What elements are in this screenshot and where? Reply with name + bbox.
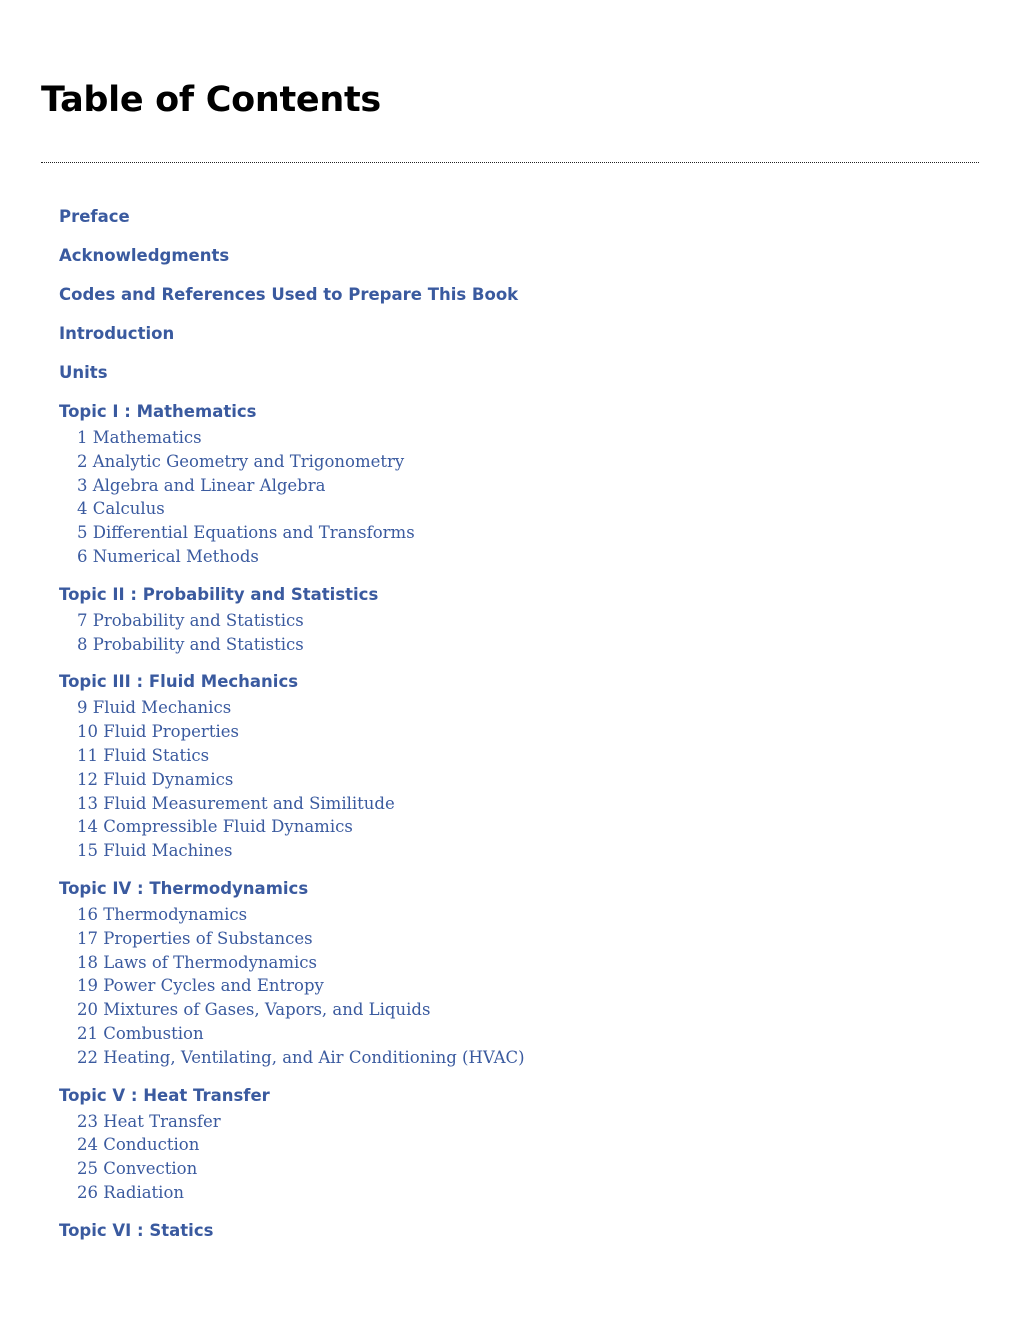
chapter-link[interactable]: 23 Heat Transfer: [77, 1111, 221, 1131]
toc-entry: [59, 398, 959, 569]
chapter-item: [77, 1022, 959, 1046]
chapter-item: [77, 609, 959, 633]
chapter-item: [77, 744, 959, 768]
toc-section-link[interactable]: Topic V : Heat Transfer: [59, 1085, 270, 1105]
chapter-item: [77, 974, 959, 998]
chapter-list: [77, 903, 959, 1070]
chapter-link[interactable]: 3 Algebra and Linear Algebra: [77, 475, 326, 495]
toc-section-link[interactable]: Topic VI : Statics: [59, 1220, 214, 1240]
chapter-link[interactable]: 7 Probability and Statistics: [77, 610, 304, 630]
toc-entry: [59, 668, 959, 863]
title-divider: [41, 162, 979, 163]
chapter-list: [77, 1110, 959, 1205]
chapter-item: [77, 1110, 959, 1134]
toc-section-link[interactable]: Units: [59, 363, 108, 382]
chapter-item: [77, 1133, 959, 1157]
chapter-item: [77, 426, 959, 450]
chapter-item: [77, 839, 959, 863]
toc-section-link[interactable]: Topic I : Mathematics: [59, 402, 257, 421]
toc-section-link[interactable]: Topic II : Probability and Statistics: [59, 584, 379, 604]
chapter-list: [77, 609, 959, 657]
chapter-link[interactable]: 14 Compressible Fluid Dynamics: [77, 817, 353, 837]
toc-entry: [59, 581, 959, 657]
toc-entry: [59, 320, 959, 347]
chapter-link[interactable]: 12 Fluid Dynamics: [77, 769, 234, 789]
chapter-link[interactable]: 22 Heating, Ventilating, and Air Conditioning (HVAC): [77, 1047, 525, 1067]
chapter-item: [77, 450, 959, 474]
chapter-link[interactable]: 11 Fluid Statics: [77, 745, 210, 765]
toc-section-link[interactable]: Preface: [59, 207, 130, 226]
chapter-link[interactable]: 15 Fluid Machines: [77, 841, 233, 861]
chapter-link[interactable]: 6 Numerical Methods: [77, 546, 259, 566]
toc-section-link[interactable]: Introduction: [59, 324, 175, 343]
table-of-contents: [59, 203, 959, 1256]
chapter-item: [77, 768, 959, 792]
toc-section-link[interactable]: Acknowledgments: [59, 246, 230, 265]
chapter-item: [77, 998, 959, 1022]
toc-entry: [59, 281, 959, 308]
toc-entry: [59, 1082, 959, 1205]
chapter-item: [77, 1181, 959, 1205]
chapter-link[interactable]: 25 Convection: [77, 1159, 198, 1179]
chapter-link[interactable]: 19 Power Cycles and Entropy: [77, 976, 324, 996]
chapter-link[interactable]: 9 Fluid Mechanics: [77, 698, 232, 718]
chapter-item: [77, 792, 959, 816]
toc-section-link[interactable]: Codes and References Used to Prepare This Book: [59, 285, 519, 304]
toc-entry: [59, 1217, 959, 1244]
chapter-link[interactable]: 8 Probability and Statistics: [77, 634, 304, 654]
chapter-link[interactable]: 17 Properties of Substances: [77, 928, 313, 948]
toc-entry: [59, 203, 959, 230]
chapter-list: [77, 696, 959, 863]
chapter-item: [77, 720, 959, 744]
chapter-link[interactable]: 18 Laws of Thermodynamics: [77, 952, 317, 972]
chapter-item: [77, 1046, 959, 1070]
chapter-item: [77, 927, 959, 951]
chapter-link[interactable]: 13 Fluid Measurement and Similitude: [77, 793, 395, 813]
toc-entry: [59, 359, 959, 386]
chapter-list: [77, 426, 959, 569]
chapter-item: [77, 951, 959, 975]
chapter-link[interactable]: 20 Mixtures of Gases, Vapors, and Liquids: [77, 1000, 431, 1020]
chapter-item: [77, 1157, 959, 1181]
chapter-item: [77, 903, 959, 927]
toc-section-link[interactable]: Topic III : Fluid Mechanics: [59, 672, 299, 692]
chapter-item: [77, 633, 959, 657]
toc-entry: [59, 875, 959, 1070]
toc-entry: [59, 242, 959, 269]
chapter-item: [77, 521, 959, 545]
toc-section-link[interactable]: Topic IV : Thermodynamics: [59, 878, 309, 898]
chapter-link[interactable]: 16 Thermodynamics: [77, 904, 248, 924]
chapter-link[interactable]: 1 Mathematics: [77, 428, 202, 447]
chapter-item: [77, 474, 959, 498]
chapter-link[interactable]: 26 Radiation: [77, 1182, 185, 1202]
chapter-link[interactable]: 4 Calculus: [77, 499, 165, 519]
chapter-item: [77, 545, 959, 569]
chapter-item: [77, 497, 959, 521]
chapter-item: [77, 696, 959, 720]
chapter-link[interactable]: 2 Analytic Geometry and Trigonometry: [77, 451, 405, 471]
chapter-link[interactable]: 5 Differential Equations and Transforms: [77, 523, 415, 543]
chapter-item: [77, 815, 959, 839]
chapter-link[interactable]: 24 Conduction: [77, 1135, 200, 1155]
chapter-link[interactable]: 10 Fluid Properties: [77, 722, 239, 742]
chapter-link[interactable]: 21 Combustion: [77, 1023, 204, 1043]
page-title: Table of Contents: [41, 80, 381, 120]
